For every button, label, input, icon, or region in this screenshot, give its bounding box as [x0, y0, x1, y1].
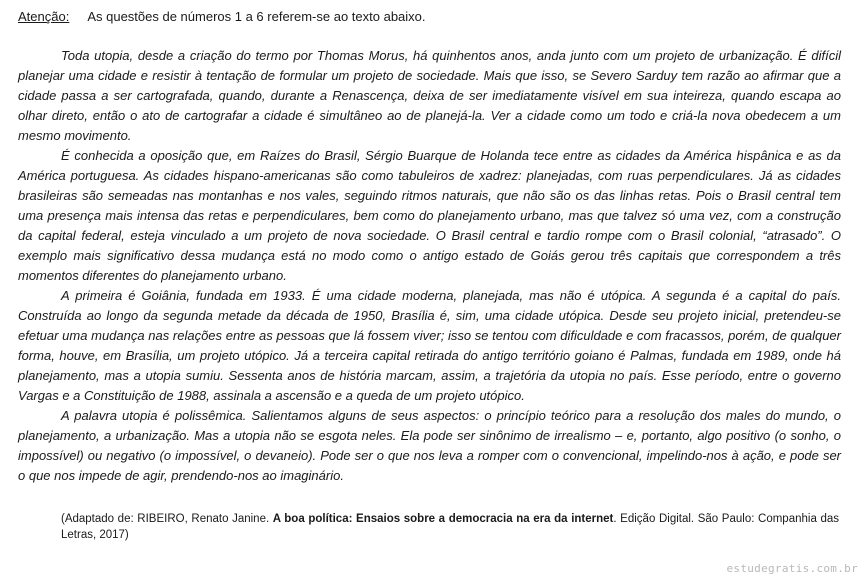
site-watermark: estudegratis.com.br: [726, 562, 858, 575]
reading-passage: [18, 46, 841, 486]
passage-paragraph-4: A palavra utopia é polissêmica. Salientamos alguns de seus aspectos: o princípio teórico para a resolução dos males do mundo, o planejamento, a urbanização. Mas a utopia não se esgota neles. Ela pode ser sinônimo de irrealismo – e, portanto, algo positivo (o sonho, o impossível) ou negativo (o impossível, o devaneio). Pode ser o que nos leva a romper com o convencional, impelindo-nos à ação, e pode ser o que nos impede de agir, prendendo-nos ao imaginário.: [18, 408, 841, 483]
attention-header: [18, 8, 426, 26]
attention-text: As questões de números 1 a 6 referem-se ao texto abaixo.: [87, 9, 426, 24]
passage-paragraph-3: A primeira é Goiânia, fundada em 1933. É uma cidade moderna, planejada, mas não é utópica. A segunda é a capital do país. Construída ao longo da segunda metade da década de 1950, Brasília é, sim, uma cidade utópica. Desde seu projeto inicial, pretendeu-se efetuar uma mudança nas relações entre as pessoas que lá fossem viver; isso se tentou com dificuldade e com fracassos, porém, de qualquer forma, houve, em Brasília, um projeto utópico. Já a terceira capital retirada do antigo território goiano é Palmas, fundada em 1989, onde há planejamento, mas a utopia sumiu. Sessenta anos de história marcam, assim, a trajetória da utopia no país. Esse período, entre o governo Vargas e a Constituição de 1988, assinala a ascensão e a queda de um projeto utópico.: [18, 288, 841, 403]
citation-book-title: A boa política: Ensaios sobre a democracia na era da internet: [272, 513, 614, 525]
citation-suffix: . Edição Digital. São Paulo: Companhia das Letras, 2017): [61, 513, 840, 541]
passage-paragraph-1: Toda utopia, desde a criação do termo por Thomas Morus, há quinhentos anos, anda junto com um projeto de urbanização. É difícil planejar uma cidade e resistir à tentação de formular um projeto de sociedade. Mais que isso, se Severo Sarduy tem razão ao afirmar que a cidade passa a ser cartografada, quando, durante a Renascença, deixa de ser imediatamente visível em sua inteireza, quando escapa ao olhar direto, então o ato de cartografar a cidade é simultâneo ao de planejá-la. Ver a cidade como um todo e criá-la nova obedecem a um mesmo movimento.: [18, 48, 841, 143]
source-citation: [61, 511, 839, 543]
citation-prefix: (Adaptado de: RIBEIRO, Renato Janine.: [61, 513, 273, 525]
passage-paragraph-2: É conhecida a oposição que, em Raízes do Brasil, Sérgio Buarque de Holanda tece entre as cidades da América hispânica e as da América portuguesa. As cidades hispano-americanas são como tabuleiros de xadrez: planejadas, com ruas perpendiculares. Já as cidades brasileiras são semeadas nas montanhas e nos vales, seguindo ritmos naturais, que não são os das linhas retas. Pois o Brasil central tem uma presença mais intensa das retas e perpendiculares, bem como do planejamento urbano, mas que talvez só uma vez, com a construção da capital federal, esteja vinculado a um projeto de nova sociedade. O Brasil central e tardio rompe com o Brasil colonial, “atrasado”. O exemplo mais significativo dessa mudança está no modo como o antigo estado de Goiás gerou três capitais que correspondem a três momentos diferentes do planejamento urbano.: [18, 148, 841, 283]
attention-label: Atenção:: [18, 9, 70, 24]
